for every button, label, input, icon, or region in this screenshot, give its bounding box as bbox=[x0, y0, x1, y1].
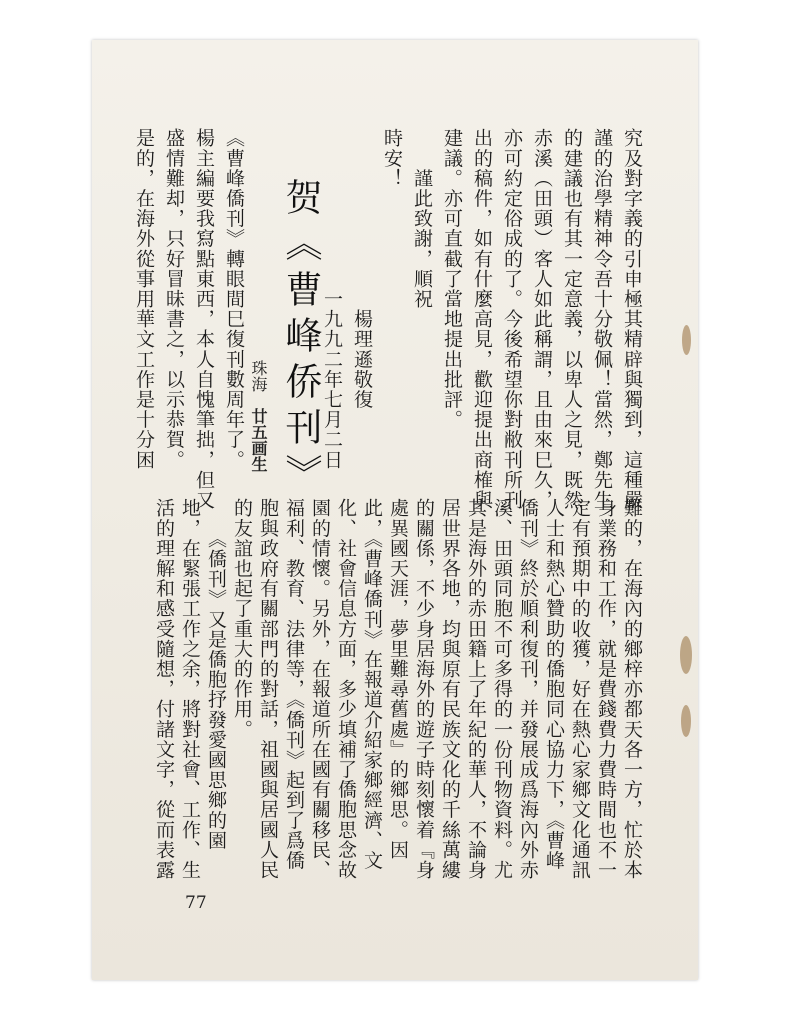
text-column: 僑刊》終於順利復刊，并發展成爲海內外赤 bbox=[517, 498, 539, 880]
text-column: 活的理解和感受隨想，付諸文字，從而表露 bbox=[153, 498, 175, 880]
text-column: 福利、教育、法律等，《僑刊》起到了爲僑 bbox=[283, 498, 305, 871]
text-column: 建議。亦可直截了當地提出批評。 bbox=[441, 128, 463, 430]
text-column: 《僑刊》又是僑胞抒發愛國思鄉的園 bbox=[205, 498, 227, 851]
text-column: 地，在緊張工作之余，將對社會、工作、生 bbox=[179, 498, 201, 880]
text-column: 此，《曹峰僑刊》在報道介紹家鄉經濟、文 bbox=[361, 498, 383, 871]
text-column: 難的，在海內的鄉梓亦都天各一方，忙於本 bbox=[621, 498, 643, 880]
text-column: 的關係，不少身居海外的遊子時刻懷着『身 bbox=[413, 498, 435, 880]
text-column: 居世界各地，均與原有民族文化的千絲萬縷 bbox=[439, 498, 461, 880]
text-column: 謹此致謝，順祝 bbox=[411, 128, 433, 309]
text-column: 身業務和工作，就是費錢費力費時間也不一 bbox=[595, 498, 617, 880]
text-column: 時安！ bbox=[381, 128, 403, 189]
text-column: 其是海外的赤田籍上了年紀的華人，不論身 bbox=[465, 498, 487, 880]
text-column: 楊主編要我寫點東西，本人自愧筆拙，但又 bbox=[193, 128, 215, 510]
text-column: 人士和熱心贊助的僑胞同心協力下，《曹峰 bbox=[543, 498, 565, 871]
text-column: 園的情懷。另外，在報道所在國有關移民、 bbox=[309, 498, 331, 880]
text-column: 出的稿件，如有什麼高見，歡迎提出商榷與 bbox=[471, 128, 493, 510]
ink-stain bbox=[682, 325, 691, 355]
article-byline bbox=[250, 360, 266, 472]
text-column: 亦可約定俗成的了。今後希望你對敝刊所刊 bbox=[501, 128, 523, 510]
text-column: 究及對字義的引申極其精辟與獨到，這種嚴 bbox=[621, 128, 643, 510]
signature-line: 楊理遜敬復 bbox=[351, 128, 373, 410]
text-column: 謹的治學精神令吾十分敬佩！當然，鄭先生 bbox=[591, 128, 613, 510]
byline-place: 珠海 bbox=[249, 360, 268, 392]
text-column: 赤溪（田頭）客人如此稱謂，且由來巳久， bbox=[531, 128, 553, 510]
text-column: 是的，在海外從事用華文工作是十分困 bbox=[133, 128, 155, 470]
ink-stain bbox=[681, 705, 691, 737]
text-column: 化、社會信息方面，多少填補了僑胞思念故 bbox=[335, 498, 357, 880]
text-column: 處異國天涯，夢里難尋舊處』的鄉思。因 bbox=[387, 498, 409, 860]
ink-stain bbox=[680, 636, 692, 674]
article-title: 贺《曹峰侨刊》 bbox=[279, 178, 322, 500]
text-column: 的友誼也起了重大的作用。 bbox=[231, 498, 253, 740]
text-column: 定有預期中的收獲，好在熱心家鄉文化通訊 bbox=[569, 498, 591, 880]
date-line: 一九九二年七月二日 bbox=[321, 128, 343, 470]
text-column: 溪、田頭同胞不可多得的一份刊物資料。尤 bbox=[491, 498, 513, 880]
text-column: 的建議也有其一定意義，以卑人之見，既然 bbox=[561, 128, 583, 510]
text-column: 胞與政府有關部門的對話，祖國與居國人民 bbox=[257, 498, 279, 880]
text-column: 《曹峰僑刊》轉眼間巳復刊數周年了。 bbox=[223, 128, 245, 470]
page-number: 77 bbox=[185, 893, 207, 913]
byline-author: 廿五画生 bbox=[249, 408, 268, 472]
text-column: 盛情難却，只好冒昧書之，以示恭賀。 bbox=[163, 128, 185, 470]
